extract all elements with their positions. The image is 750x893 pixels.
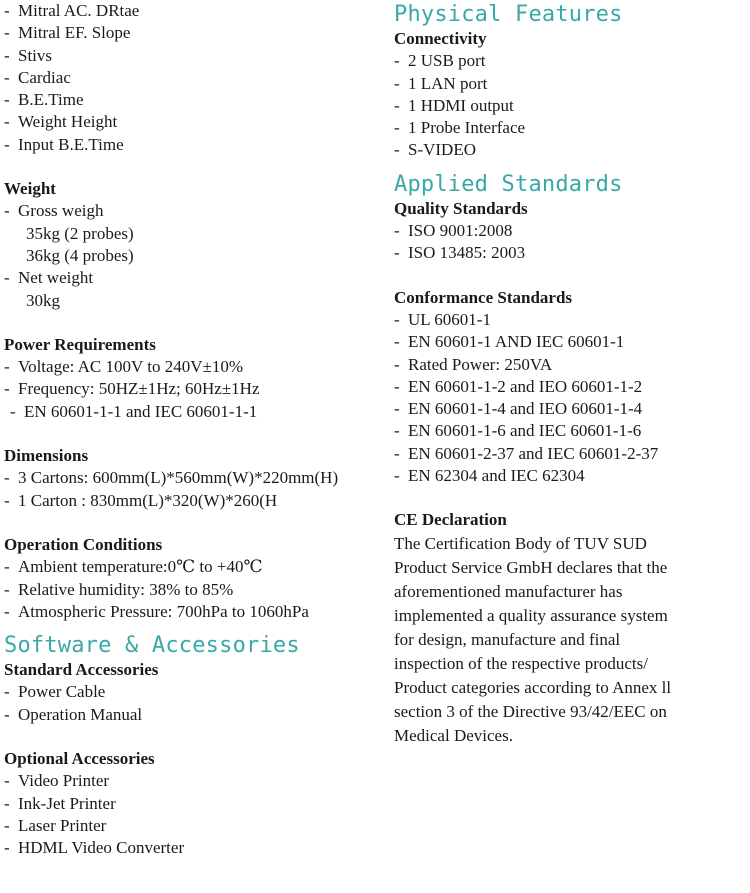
list-item: - Operation Manual (4, 704, 384, 726)
list-item: - EN 60601-2-37 and IEC 60601-2-37 (394, 443, 746, 465)
list-item: - 2 USB port (394, 50, 746, 72)
list-item: - EN 60601-1-2 and IEO 60601-1-2 (394, 376, 746, 398)
list-item: - Relative humidity: 38% to 85% (4, 579, 384, 601)
operation-heading: Operation Conditions (4, 534, 163, 554)
list-item: - Mitral EF. Slope (4, 22, 384, 44)
list-item: - EN 60601-1 AND IEC 60601-1 (394, 331, 746, 353)
software-heading: Software & Accessories (4, 633, 300, 659)
connectivity-heading: Connectivity (394, 29, 487, 48)
ce-heading: CE Declaration (394, 510, 507, 530)
measurement-list (4, 0, 384, 156)
optional-accessories-heading: Optional Accessories (4, 749, 155, 769)
list-item: - B.E.Time (4, 89, 384, 111)
list-item: - EN 62304 and IEC 62304 (394, 465, 746, 487)
dimensions-section (4, 445, 384, 512)
list-item: - EN 60601-1-4 and IEO 60601-1-4 (394, 398, 746, 420)
ce-line: implemented a quality assurance system (394, 605, 668, 625)
list-item: - Video Printer (4, 770, 384, 792)
list-item: - Ambient temperature:0℃ to +40℃ (4, 556, 384, 578)
list-item: - ISO 9001:2008 (394, 220, 746, 242)
software-section (4, 633, 384, 859)
ce-line: for design, manufacture and final (394, 629, 621, 649)
quality-heading: Quality Standards (394, 198, 528, 218)
physical-heading: Physical Features (394, 2, 623, 27)
list-item: - ISO 13485: 2003 (394, 242, 746, 264)
net-weight-value: 30kg (26, 290, 60, 310)
list-item: - 1 HDMI output (394, 95, 746, 117)
ce-line: Medical Devices. (394, 725, 513, 745)
list-item: - 1 Carton : 830mm(L)*320(W)*260(H (4, 490, 384, 512)
list-item: - Weight Height (4, 111, 384, 133)
list-item: - 1 Probe Interface (394, 117, 746, 139)
list-item: - Rated Power: 250VA (394, 354, 746, 376)
list-item: - Input B.E.Time (4, 134, 384, 156)
list-item: - S-VIDEO (394, 139, 746, 161)
list-item: - Voltage: AC 100V to 240V±10% (4, 356, 384, 378)
list-item: - 3 Cartons: 600mm(L)*560mm(W)*220mm(H) (4, 467, 384, 489)
left-column (4, 0, 384, 860)
power-heading: Power Requirements (4, 334, 156, 354)
ce-section (394, 509, 746, 747)
weight-section (4, 178, 384, 312)
list-item: - Atmospheric Pressure: 700hPa to 1060hPa (4, 601, 384, 623)
standard-accessories-heading: Standard Accessories (4, 660, 159, 680)
power-section (4, 334, 384, 423)
list-item: - Frequency: 50HZ±1Hz; 60Hz±1Hz (4, 378, 384, 400)
list-item: - Power Cable (4, 681, 384, 703)
gross-weight-label: - Gross weigh (4, 200, 384, 222)
ce-line: Product Service GmbH declares that the (394, 557, 668, 577)
list-item: - Mitral AC. DRtae (4, 0, 384, 22)
applied-section (394, 172, 746, 488)
list-item: - EN 60601-1-6 and IEC 60601-1-6 (394, 420, 746, 442)
list-item: - 1 LAN port (394, 73, 746, 95)
ce-line: section 3 of the Directive 93/42/EEC on (394, 701, 667, 721)
right-column (394, 2, 746, 748)
ce-line: aforementioned manufacturer has (394, 581, 623, 601)
operation-section (4, 534, 384, 623)
list-item: - Stivs (4, 45, 384, 67)
physical-section (394, 2, 746, 162)
list-item: - Laser Printer (4, 815, 384, 837)
gross-weight-2-probes: 35kg (2 probes) (26, 223, 134, 243)
weight-heading: Weight (4, 179, 56, 199)
dimensions-heading: Dimensions (4, 446, 89, 466)
conformance-heading: Conformance Standards (394, 287, 573, 307)
list-item: - UL 60601-1 (394, 309, 746, 331)
applied-heading: Applied Standards (394, 171, 623, 197)
ce-line: The Certification Body of TUV SUD (394, 533, 647, 553)
ce-line: Product categories according to Annex ll (394, 677, 672, 697)
list-item: - EN 60601-1-1 and IEC 60601-1-1 (4, 401, 384, 423)
gross-weight-4-probes: 36kg (4 probes) (26, 245, 134, 265)
net-weight-label: - Net weight (4, 267, 384, 289)
list-item: - Cardiac (4, 67, 384, 89)
ce-line: inspection of the respective products/ (394, 653, 648, 673)
list-item: - HDML Video Converter (4, 837, 384, 859)
list-item: - Ink-Jet Printer (4, 793, 384, 815)
